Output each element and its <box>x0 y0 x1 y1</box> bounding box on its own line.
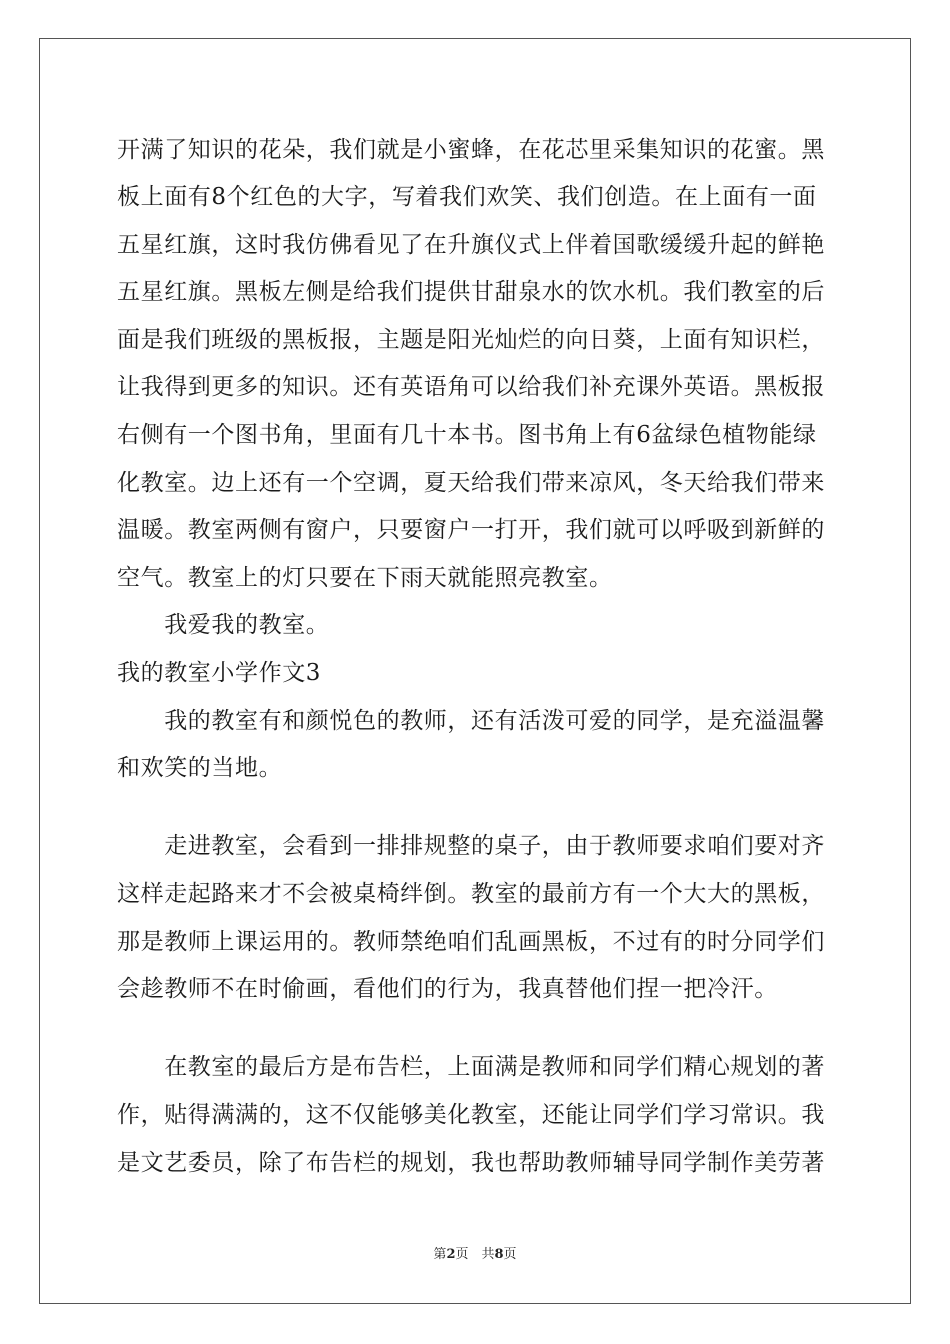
text-line: 五星红旗，这时我仿佛看见了在升旗仪式上伴着国歌缓缓升起的鲜艳 <box>117 232 825 258</box>
text-line: 五星红旗。黑板左侧是给我们提供甘甜泉水的饮水机。我们教室的后 <box>117 279 825 305</box>
text-line: 板上面有8个红色的大字，写着我们欢笑、我们创造。在上面有一面 <box>117 184 817 210</box>
total-pages-number: 8 <box>494 1247 504 1262</box>
paragraph-line: 我爱我的教室。 <box>117 612 330 638</box>
page-mid: 页 共 <box>455 1247 495 1262</box>
text-line: 这样走起路来才不会被桌椅绊倒。教室的最前方有一个大大的黑板， <box>117 881 825 907</box>
text-line: 那是教师上课运用的。教师禁绝咱们乱画黑板，不过有的时分同学们 <box>117 929 825 955</box>
text-line: 右侧有一个图书角，里面有几十本书。图书角上有6盆绿色植物能绿 <box>117 422 817 448</box>
page-footer <box>0 1246 950 1264</box>
text-line: 空气。教室上的灯只要在下雨天就能照亮教室。 <box>117 565 613 591</box>
text-line: 会趁教师不在时偷画，看他们的行为，我真替他们捏一把冷汗。 <box>117 976 778 1002</box>
text-line: 是文艺委员，除了布告栏的规划，我也帮助教师辅导同学制作美劳著 <box>117 1150 825 1176</box>
text-line: 开满了知识的花朵，我们就是小蜜蜂，在花芯里采集知识的花蜜。黑 <box>117 137 825 163</box>
text-line: 化教室。边上还有一个空调，夏天给我们带来凉风，冬天给我们带来 <box>117 470 825 496</box>
text-line: 和欢笑的当地。 <box>117 755 283 781</box>
text-line: 作，贴得满满的，这不仅能够美化教室，还能让同学们学习常识。我 <box>117 1102 825 1128</box>
paragraph-line: 走进教室，会看到一排排规整的桌子，由于教师要求咱们要对齐 <box>117 833 825 859</box>
text-line: 让我得到更多的知识。还有英语角可以给我们补充课外英语。黑板报 <box>117 374 825 400</box>
paragraph-line: 我的教室有和颜悦色的教师，还有活泼可爱的同学，是充溢温馨 <box>117 708 825 734</box>
text-line: 面是我们班级的黑板报，主题是阳光灿烂的向日葵，上面有知识栏， <box>117 327 825 353</box>
text-line: 温暖。教室两侧有窗户，只要窗户一打开，我们就可以呼吸到新鲜的 <box>117 517 825 543</box>
paragraph-line: 在教室的最后方是布告栏，上面满是教师和同学们精心规划的著 <box>117 1054 825 1080</box>
section-heading: 我的教室小学作文3 <box>117 660 322 686</box>
page-prefix: 第 <box>433 1247 447 1262</box>
current-page-number: 2 <box>446 1247 456 1262</box>
page-suffix: 页 <box>503 1247 517 1262</box>
